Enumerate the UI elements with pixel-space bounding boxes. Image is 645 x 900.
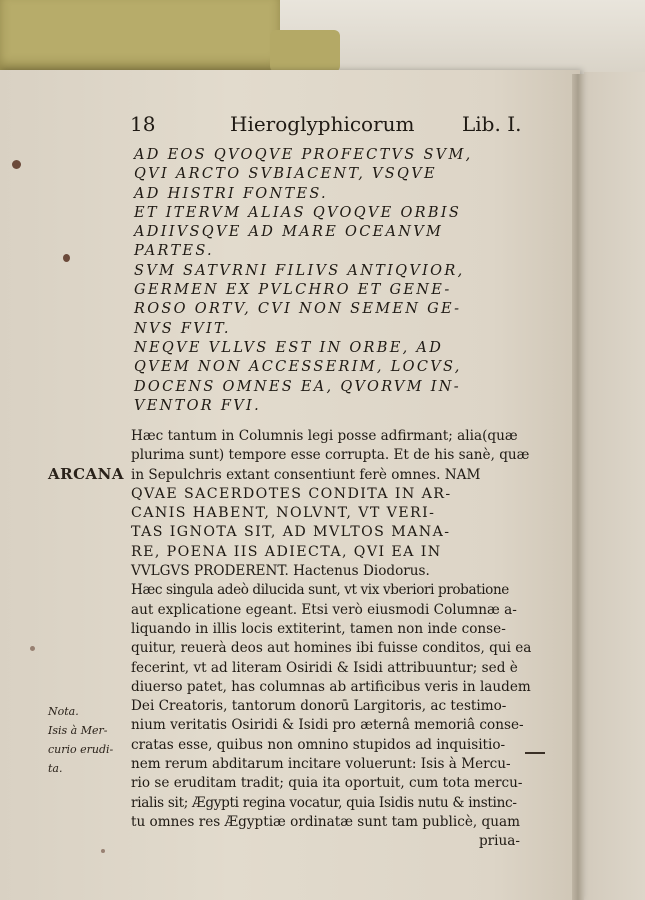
body-line: tu omnes res Ægyptiæ ordinatæ sunt tam publicè, quam: [131, 813, 520, 830]
ink-spot: [101, 849, 105, 853]
body-line: fecerint, vt ad literam Osiridi & Isidi attribuuntur; sed è: [131, 659, 518, 676]
ink-spot: [12, 160, 21, 169]
verse-line: NEQVE VLLVS EST IN ORBE, AD: [134, 339, 444, 356]
body-paragraph: [131, 427, 532, 852]
body-line: cratas esse, quibus non omnino stupidos ad inquisitio-: [131, 736, 506, 753]
body-line: TAS IGNOTA SIT, AD MVLTOS MANA-: [131, 524, 451, 541]
running-head: Hieroglyphicorum: [230, 112, 415, 136]
body-line: aut explicatione egeant. Etsi verò eiusmodi Columnæ a-: [131, 601, 517, 618]
body-line: CANIS HABENT, NOLVNT, VT VERI-: [131, 505, 436, 522]
ink-spot: [30, 646, 35, 651]
body-line: plurima sunt) tempore esse corrupta. Et de his sanè, quæ: [131, 447, 530, 464]
marginal-line: ta.: [48, 762, 63, 775]
body-line: RE, POENA IIS ADIECTA, QVI EA IN: [131, 543, 442, 560]
marginal-line: Nota.: [48, 705, 79, 718]
body-line: diuerso patet, has columnas ab artificibus veris in laudem: [131, 678, 531, 695]
body-line: priua-: [478, 833, 520, 850]
verse-line: ADIIVSQVE AD MARE OCEANVM: [134, 224, 444, 241]
verse-line: GERMEN EX PVLCHRO ET GENE-: [134, 282, 452, 299]
verse-line: NVS FVIT.: [134, 320, 231, 337]
verse-line: ROSO ORTV, CVI NON SEMEN GE-: [134, 301, 462, 318]
body-line: nium veritatis Osiridi & Isidi pro æternâ memoriâ conse-: [131, 717, 524, 734]
body-line: nem rerum abditarum incitare voluerunt: Isis à Mercu-: [131, 756, 511, 773]
facing-page: [584, 72, 645, 900]
verse-line: AD EOS QVOQVE PROFECTVS SVM,: [134, 147, 473, 163]
verse-line: ET ITERVM ALIAS QVOQVE ORBIS: [134, 204, 462, 221]
marginal-line: Isis à Mer-: [48, 724, 108, 737]
verse-block: [134, 146, 534, 416]
ink-spot: [63, 254, 70, 262]
body-line: VVLGVS PRODERENT. Hactenus Diodorus.: [131, 563, 430, 580]
sponge-corner: [270, 30, 340, 72]
body-line: in Sepulchris extant consentiunt ferè omnes. NAM: [131, 466, 481, 483]
verse-line: PARTES.: [134, 243, 214, 260]
body-line: Hæc tantum in Columnis legi posse adfirmant; alia(quæ: [131, 428, 518, 444]
marginal-note-isis: [48, 702, 113, 778]
book-label: Lib. I.: [462, 112, 522, 136]
sponge: [0, 0, 280, 70]
marginal-note-arcana: ARCANA: [48, 465, 125, 483]
verse-line: SVM SATVRNI FILIVS ANTIQVIOR,: [134, 262, 465, 279]
body-line: QVAE SACERDOTES CONDITA IN AR-: [131, 485, 452, 502]
verse-line: AD HISTRI FONTES.: [134, 185, 328, 202]
book-gutter: [572, 74, 584, 900]
verse-line: QVEM NON ACCESSERIM, LOCVS,: [134, 359, 462, 376]
page-number: 18: [130, 112, 156, 136]
body-line: rio se eruditam tradit; quia ita oportuit, cum tota mercu-: [131, 775, 523, 792]
verse-line: QVI ARCTO SVBIACENT, VSQVE: [134, 166, 437, 183]
margin-dash-mark: [525, 752, 545, 754]
body-line: quitur, reuerà deos aut homines ibi fuisse conditos, qui ea: [131, 640, 532, 657]
verse-line: DOCENS OMNES EA, QVORVM IN-: [134, 378, 461, 395]
body-line: Hæc singula adeò dilucida sunt, vt vix vberiori probatione: [131, 582, 509, 599]
body-line: Dei Creatoris, tantorum donorū Largitoris, ac testimo-: [131, 698, 507, 715]
marginal-line: curio erudi-: [48, 743, 114, 756]
body-line: liquando in illis locis extiterint, tamen non inde conse-: [131, 620, 506, 637]
body-line: rialis sit; Ægypti regina vocatur, quia Isidis nutu & instinc-: [131, 794, 517, 811]
verse-line: VENTOR FVI.: [134, 397, 261, 414]
